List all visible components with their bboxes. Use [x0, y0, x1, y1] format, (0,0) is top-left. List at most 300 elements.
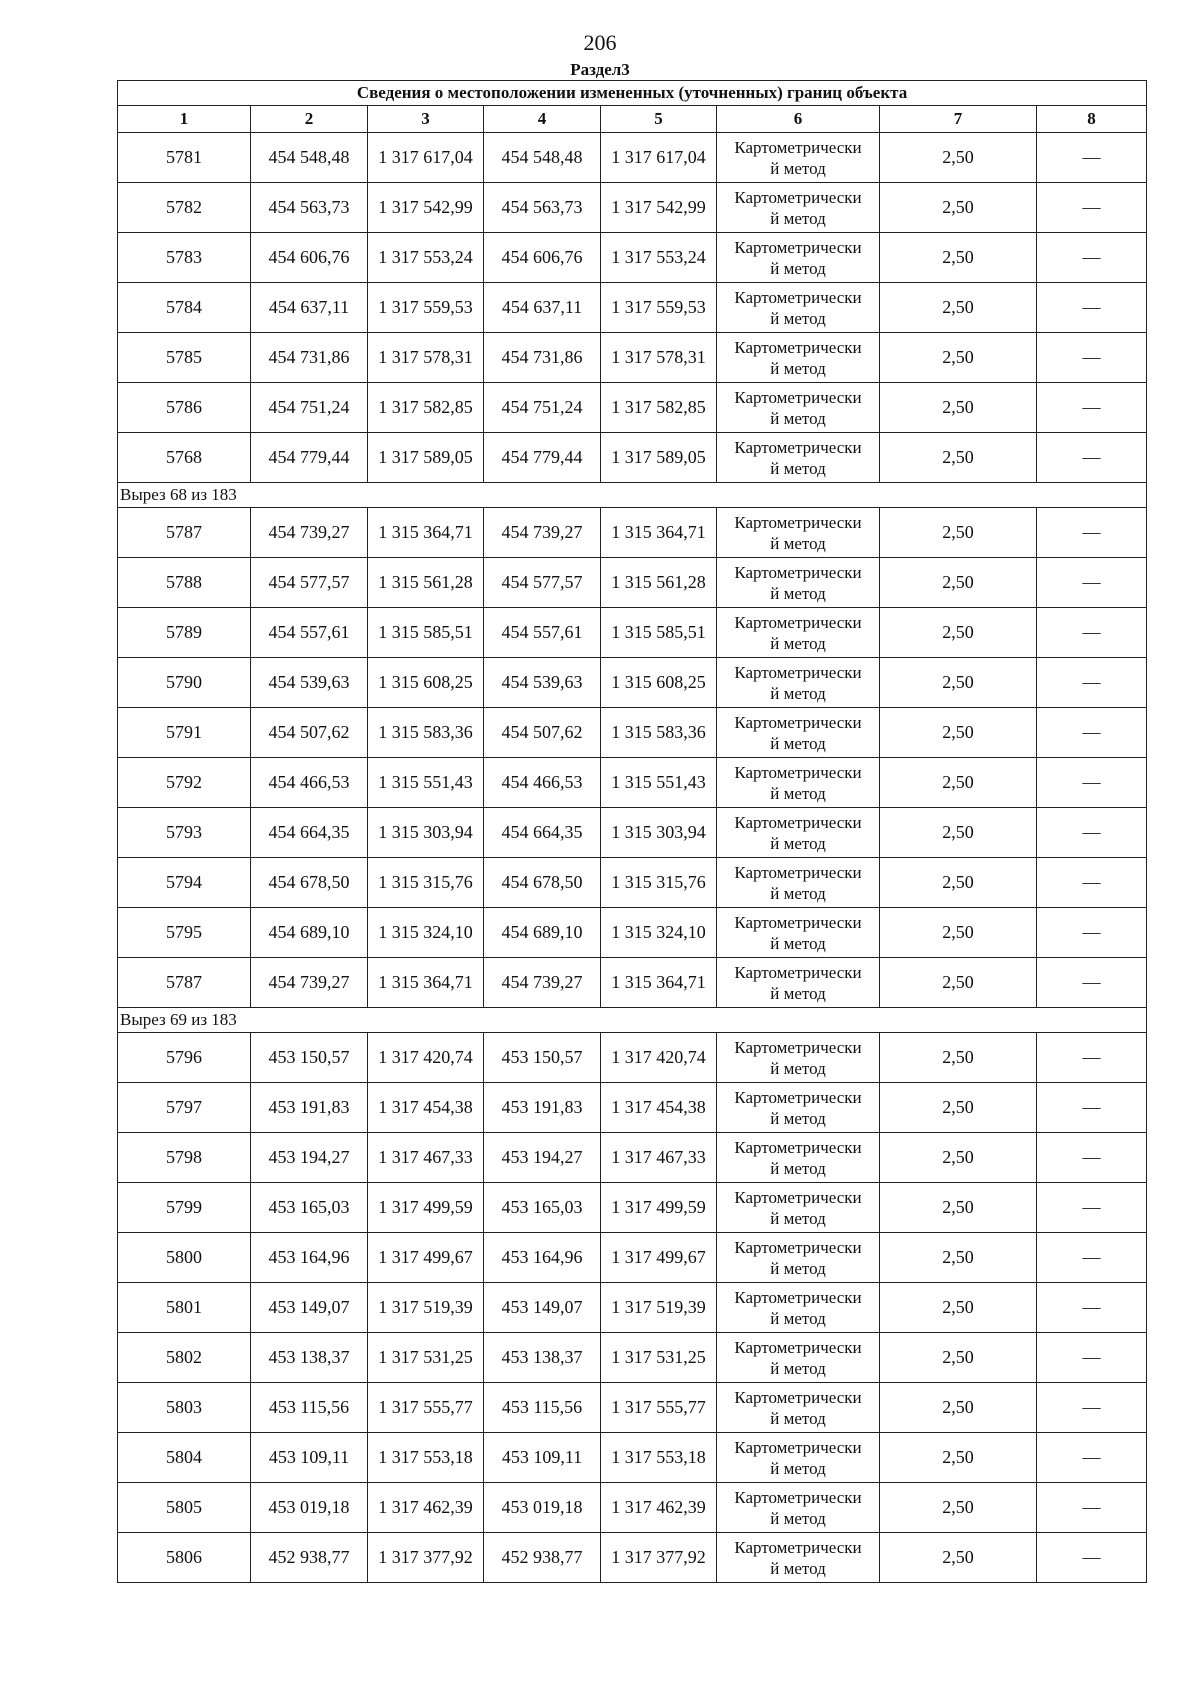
new-x-cell: 454 751,24: [484, 383, 601, 433]
column-number-row: [118, 106, 1147, 133]
existing-y-cell: 1 315 561,28: [368, 558, 484, 608]
method-cell: [717, 333, 880, 383]
table-row: [118, 433, 1147, 483]
point-number-cell: 5790: [118, 658, 251, 708]
existing-x-cell: 454 664,35: [251, 808, 368, 858]
table-row: [118, 333, 1147, 383]
method-cell: [717, 1083, 880, 1133]
method-line: й метод: [770, 1208, 826, 1228]
description-cell: —: [1037, 333, 1147, 383]
method-cell: [717, 1283, 880, 1333]
accuracy-cell: 2,50: [880, 658, 1037, 708]
new-x-cell: 454 606,76: [484, 233, 601, 283]
description-cell: —: [1037, 1433, 1147, 1483]
new-y-cell: 1 315 608,25: [601, 658, 717, 708]
method-cell: [717, 1433, 880, 1483]
method-line: й метод: [770, 1308, 826, 1328]
method-line: Картометрически: [734, 237, 862, 257]
new-y-cell: 1 317 377,92: [601, 1533, 717, 1583]
method-line: Картометрически: [734, 1087, 862, 1107]
existing-x-cell: 452 938,77: [251, 1533, 368, 1583]
method-cell: [717, 958, 880, 1008]
new-x-cell: 453 138,37: [484, 1333, 601, 1383]
accuracy-cell: 2,50: [880, 233, 1037, 283]
accuracy-cell: 2,50: [880, 1033, 1037, 1083]
new-x-cell: 454 731,86: [484, 333, 601, 383]
existing-y-cell: 1 317 467,33: [368, 1133, 484, 1183]
existing-y-cell: 1 315 364,71: [368, 508, 484, 558]
existing-x-cell: 453 165,03: [251, 1183, 368, 1233]
existing-x-cell: 454 779,44: [251, 433, 368, 483]
accuracy-cell: 2,50: [880, 558, 1037, 608]
existing-x-cell: 454 606,76: [251, 233, 368, 283]
description-cell: —: [1037, 1033, 1147, 1083]
description-cell: —: [1037, 858, 1147, 908]
new-y-cell: 1 317 467,33: [601, 1133, 717, 1183]
table-row: [118, 1433, 1147, 1483]
description-cell: —: [1037, 958, 1147, 1008]
point-number-cell: 5805: [118, 1483, 251, 1533]
accuracy-cell: 2,50: [880, 383, 1037, 433]
table-row: [118, 758, 1147, 808]
description-cell: —: [1037, 1183, 1147, 1233]
table-row: [118, 283, 1147, 333]
new-y-cell: 1 317 582,85: [601, 383, 717, 433]
method-line: й метод: [770, 1558, 826, 1578]
existing-y-cell: 1 315 324,10: [368, 908, 484, 958]
method-line: Картометрически: [734, 437, 862, 457]
column-header: 8: [1037, 106, 1147, 133]
table-row: [118, 958, 1147, 1008]
method-line: й метод: [770, 408, 826, 428]
accuracy-cell: 2,50: [880, 433, 1037, 483]
method-line: й метод: [770, 1508, 826, 1528]
method-line: Картометрически: [734, 1287, 862, 1307]
new-x-cell: 454 563,73: [484, 183, 601, 233]
new-x-cell: 453 165,03: [484, 1183, 601, 1233]
new-y-cell: 1 317 454,38: [601, 1083, 717, 1133]
new-y-cell: 1 315 324,10: [601, 908, 717, 958]
existing-x-cell: 454 751,24: [251, 383, 368, 433]
method-cell: [717, 433, 880, 483]
description-cell: —: [1037, 558, 1147, 608]
existing-x-cell: 453 194,27: [251, 1133, 368, 1183]
description-cell: —: [1037, 1083, 1147, 1133]
point-number-cell: 5792: [118, 758, 251, 808]
point-number-cell: 5795: [118, 908, 251, 958]
new-x-cell: 453 194,27: [484, 1133, 601, 1183]
new-y-cell: 1 317 531,25: [601, 1333, 717, 1383]
accuracy-cell: 2,50: [880, 1333, 1037, 1383]
point-number-cell: 5806: [118, 1533, 251, 1583]
existing-y-cell: 1 317 542,99: [368, 183, 484, 233]
method-cell: [717, 283, 880, 333]
method-line: Картометрически: [734, 862, 862, 882]
existing-x-cell: 454 557,61: [251, 608, 368, 658]
new-x-cell: 453 019,18: [484, 1483, 601, 1533]
method-line: Картометрически: [734, 1487, 862, 1507]
new-x-cell: 453 149,07: [484, 1283, 601, 1333]
new-x-cell: 452 938,77: [484, 1533, 601, 1583]
new-x-cell: 454 557,61: [484, 608, 601, 658]
method-cell: [717, 1183, 880, 1233]
point-number-cell: 5794: [118, 858, 251, 908]
table-title: Сведения о местоположении измененных (уточненных) границ объекта: [118, 81, 1147, 106]
table-row: [118, 183, 1147, 233]
existing-x-cell: 453 019,18: [251, 1483, 368, 1533]
existing-x-cell: 453 109,11: [251, 1433, 368, 1483]
new-y-cell: 1 317 519,39: [601, 1283, 717, 1333]
table-caption-row: [118, 81, 1147, 106]
new-x-cell: 453 109,11: [484, 1433, 601, 1483]
column-header: 7: [880, 106, 1037, 133]
existing-y-cell: 1 317 617,04: [368, 133, 484, 183]
point-number-cell: 5797: [118, 1083, 251, 1133]
new-y-cell: 1 315 551,43: [601, 758, 717, 808]
accuracy-cell: 2,50: [880, 1283, 1037, 1333]
new-y-cell: 1 317 589,05: [601, 433, 717, 483]
existing-y-cell: 1 315 585,51: [368, 608, 484, 658]
new-x-cell: 454 637,11: [484, 283, 601, 333]
method-line: й метод: [770, 833, 826, 853]
point-number-cell: 5800: [118, 1233, 251, 1283]
method-line: Картометрически: [734, 1537, 862, 1557]
existing-y-cell: 1 317 578,31: [368, 333, 484, 383]
column-header: 2: [251, 106, 368, 133]
existing-y-cell: 1 317 553,24: [368, 233, 484, 283]
existing-x-cell: 453 149,07: [251, 1283, 368, 1333]
new-y-cell: 1 315 364,71: [601, 508, 717, 558]
method-line: й метод: [770, 933, 826, 953]
table-row: [118, 1033, 1147, 1083]
method-line: Картометрически: [734, 612, 862, 632]
method-cell: [717, 808, 880, 858]
method-cell: [717, 858, 880, 908]
description-cell: —: [1037, 183, 1147, 233]
existing-y-cell: 1 315 315,76: [368, 858, 484, 908]
description-cell: —: [1037, 758, 1147, 808]
method-cell: [717, 383, 880, 433]
method-cell: [717, 758, 880, 808]
existing-y-cell: 1 317 531,25: [368, 1333, 484, 1383]
point-number-cell: 5791: [118, 708, 251, 758]
method-line: Картометрически: [734, 1137, 862, 1157]
method-line: Картометрически: [734, 337, 862, 357]
point-number-cell: 5804: [118, 1433, 251, 1483]
table-row: [118, 1483, 1147, 1533]
point-number-cell: 5801: [118, 1283, 251, 1333]
method-cell: [717, 233, 880, 283]
table-row: [118, 133, 1147, 183]
method-line: Картометрически: [734, 1187, 862, 1207]
accuracy-cell: 2,50: [880, 133, 1037, 183]
method-line: й метод: [770, 1458, 826, 1478]
description-cell: —: [1037, 1233, 1147, 1283]
accuracy-cell: 2,50: [880, 1383, 1037, 1433]
new-x-cell: 454 779,44: [484, 433, 601, 483]
new-x-cell: 454 689,10: [484, 908, 601, 958]
method-line: й метод: [770, 633, 826, 653]
accuracy-cell: 2,50: [880, 908, 1037, 958]
table-row: [118, 658, 1147, 708]
accuracy-cell: 2,50: [880, 508, 1037, 558]
method-line: й метод: [770, 1058, 826, 1078]
new-y-cell: 1 315 315,76: [601, 858, 717, 908]
page-number: 206: [583, 30, 617, 55]
existing-y-cell: 1 317 553,18: [368, 1433, 484, 1483]
existing-x-cell: 454 466,53: [251, 758, 368, 808]
new-y-cell: 1 315 303,94: [601, 808, 717, 858]
existing-y-cell: 1 317 462,39: [368, 1483, 484, 1533]
method-line: Картометрически: [734, 187, 862, 207]
point-number-cell: 5768: [118, 433, 251, 483]
cutout-group-title: Вырез 69 из 183: [118, 1008, 1147, 1033]
table-row: [118, 1383, 1147, 1433]
existing-x-cell: 453 115,56: [251, 1383, 368, 1433]
description-cell: —: [1037, 908, 1147, 958]
existing-x-cell: 454 548,48: [251, 133, 368, 183]
method-line: Картометрически: [734, 1037, 862, 1057]
existing-y-cell: 1 315 303,94: [368, 808, 484, 858]
existing-y-cell: 1 315 551,43: [368, 758, 484, 808]
point-number-cell: 5781: [118, 133, 251, 183]
point-number-cell: 5786: [118, 383, 251, 433]
existing-x-cell: 454 539,63: [251, 658, 368, 708]
new-y-cell: 1 317 559,53: [601, 283, 717, 333]
method-line: Картометрически: [734, 812, 862, 832]
description-cell: —: [1037, 808, 1147, 858]
method-cell: [717, 708, 880, 758]
table-body: [118, 81, 1147, 1583]
new-y-cell: 1 317 499,67: [601, 1233, 717, 1283]
method-line: й метод: [770, 683, 826, 703]
description-cell: —: [1037, 1533, 1147, 1583]
existing-y-cell: 1 317 555,77: [368, 1383, 484, 1433]
existing-y-cell: 1 317 582,85: [368, 383, 484, 433]
new-x-cell: 453 164,96: [484, 1233, 601, 1283]
description-cell: —: [1037, 233, 1147, 283]
point-number-cell: 5787: [118, 508, 251, 558]
new-y-cell: 1 315 585,51: [601, 608, 717, 658]
table-row: [118, 808, 1147, 858]
method-cell: [717, 1133, 880, 1183]
point-number-cell: 5799: [118, 1183, 251, 1233]
table-row: [118, 1233, 1147, 1283]
accuracy-cell: 2,50: [880, 758, 1037, 808]
method-line: й метод: [770, 458, 826, 478]
new-y-cell: 1 317 553,24: [601, 233, 717, 283]
accuracy-cell: 2,50: [880, 1433, 1037, 1483]
point-number-cell: 5783: [118, 233, 251, 283]
method-cell: [717, 1383, 880, 1433]
method-line: й метод: [770, 533, 826, 553]
new-x-cell: 454 577,57: [484, 558, 601, 608]
column-header: 4: [484, 106, 601, 133]
method-cell: [717, 1333, 880, 1383]
table-row: [118, 1533, 1147, 1583]
point-number-cell: 5785: [118, 333, 251, 383]
description-cell: —: [1037, 1333, 1147, 1383]
method-cell: [717, 183, 880, 233]
description-cell: —: [1037, 708, 1147, 758]
method-line: Картометрически: [734, 1437, 862, 1457]
point-number-cell: 5784: [118, 283, 251, 333]
existing-y-cell: 1 317 499,67: [368, 1233, 484, 1283]
accuracy-cell: 2,50: [880, 183, 1037, 233]
new-y-cell: 1 317 553,18: [601, 1433, 717, 1483]
column-header: 6: [717, 106, 880, 133]
method-line: й метод: [770, 783, 826, 803]
method-line: й метод: [770, 1258, 826, 1278]
new-x-cell: 454 664,35: [484, 808, 601, 858]
boundary-coordinates-table: [117, 80, 1147, 1583]
existing-x-cell: 454 731,86: [251, 333, 368, 383]
cutout-group-row: [118, 483, 1147, 508]
accuracy-cell: 2,50: [880, 1133, 1037, 1183]
method-line: й метод: [770, 258, 826, 278]
method-line: й метод: [770, 1108, 826, 1128]
method-cell: [717, 608, 880, 658]
existing-x-cell: 453 150,57: [251, 1033, 368, 1083]
section-title: Раздел3: [570, 60, 630, 79]
table-row: [118, 608, 1147, 658]
method-line: Картометрически: [734, 387, 862, 407]
table-row: [118, 708, 1147, 758]
cutout-group-row: [118, 1008, 1147, 1033]
description-cell: —: [1037, 508, 1147, 558]
existing-x-cell: 454 577,57: [251, 558, 368, 608]
existing-y-cell: 1 317 519,39: [368, 1283, 484, 1333]
table-row: [118, 558, 1147, 608]
accuracy-cell: 2,50: [880, 808, 1037, 858]
method-cell: [717, 1233, 880, 1283]
table-row: [118, 1083, 1147, 1133]
method-line: Картометрически: [734, 287, 862, 307]
table-row: [118, 1283, 1147, 1333]
method-line: й метод: [770, 883, 826, 903]
description-cell: —: [1037, 433, 1147, 483]
description-cell: —: [1037, 383, 1147, 433]
column-header: 1: [118, 106, 251, 133]
description-cell: —: [1037, 133, 1147, 183]
new-x-cell: 454 466,53: [484, 758, 601, 808]
description-cell: —: [1037, 608, 1147, 658]
new-x-cell: 454 539,63: [484, 658, 601, 708]
table-row: [118, 233, 1147, 283]
existing-y-cell: 1 317 377,92: [368, 1533, 484, 1583]
existing-x-cell: 454 637,11: [251, 283, 368, 333]
method-line: й метод: [770, 1158, 826, 1178]
table-row: [118, 858, 1147, 908]
method-line: й метод: [770, 583, 826, 603]
accuracy-cell: 2,50: [880, 1083, 1037, 1133]
table-row: [118, 1133, 1147, 1183]
table-row: [118, 1333, 1147, 1383]
new-x-cell: 453 150,57: [484, 1033, 601, 1083]
method-cell: [717, 558, 880, 608]
point-number-cell: 5803: [118, 1383, 251, 1433]
method-line: й метод: [770, 208, 826, 228]
cutout-group-title: Вырез 68 из 183: [118, 483, 1147, 508]
existing-y-cell: 1 317 499,59: [368, 1183, 484, 1233]
accuracy-cell: 2,50: [880, 858, 1037, 908]
point-number-cell: 5788: [118, 558, 251, 608]
method-line: Картометрически: [734, 762, 862, 782]
method-cell: [717, 508, 880, 558]
existing-y-cell: 1 317 559,53: [368, 283, 484, 333]
existing-x-cell: 454 739,27: [251, 958, 368, 1008]
accuracy-cell: 2,50: [880, 708, 1037, 758]
method-line: й метод: [770, 1408, 826, 1428]
accuracy-cell: 2,50: [880, 1233, 1037, 1283]
existing-y-cell: 1 317 454,38: [368, 1083, 484, 1133]
new-x-cell: 454 507,62: [484, 708, 601, 758]
existing-y-cell: 1 315 364,71: [368, 958, 484, 1008]
point-number-cell: 5793: [118, 808, 251, 858]
new-y-cell: 1 315 583,36: [601, 708, 717, 758]
table-row: [118, 508, 1147, 558]
method-line: Картометрически: [734, 1237, 862, 1257]
description-cell: —: [1037, 658, 1147, 708]
method-cell: [717, 658, 880, 708]
method-line: Картометрически: [734, 562, 862, 582]
method-line: Картометрически: [734, 712, 862, 732]
method-line: Картометрически: [734, 512, 862, 532]
method-line: й метод: [770, 733, 826, 753]
accuracy-cell: 2,50: [880, 1183, 1037, 1233]
method-cell: [717, 1483, 880, 1533]
new-x-cell: 454 678,50: [484, 858, 601, 908]
existing-y-cell: 1 317 420,74: [368, 1033, 484, 1083]
table-row: [118, 1183, 1147, 1233]
column-header: 3: [368, 106, 484, 133]
new-y-cell: 1 317 617,04: [601, 133, 717, 183]
description-cell: —: [1037, 1383, 1147, 1433]
method-cell: [717, 133, 880, 183]
new-x-cell: 453 115,56: [484, 1383, 601, 1433]
column-header: 5: [601, 106, 717, 133]
existing-x-cell: 453 191,83: [251, 1083, 368, 1133]
new-y-cell: 1 317 542,99: [601, 183, 717, 233]
existing-x-cell: 453 164,96: [251, 1233, 368, 1283]
method-cell: [717, 908, 880, 958]
point-number-cell: 5787: [118, 958, 251, 1008]
description-cell: —: [1037, 1483, 1147, 1533]
point-number-cell: 5782: [118, 183, 251, 233]
existing-x-cell: 454 739,27: [251, 508, 368, 558]
method-cell: [717, 1033, 880, 1083]
existing-x-cell: 453 138,37: [251, 1333, 368, 1383]
accuracy-cell: 2,50: [880, 608, 1037, 658]
method-line: й метод: [770, 983, 826, 1003]
method-line: Картометрически: [734, 137, 862, 157]
point-number-cell: 5796: [118, 1033, 251, 1083]
method-line: й метод: [770, 358, 826, 378]
new-y-cell: 1 317 499,59: [601, 1183, 717, 1233]
new-x-cell: 453 191,83: [484, 1083, 601, 1133]
existing-y-cell: 1 317 589,05: [368, 433, 484, 483]
accuracy-cell: 2,50: [880, 1483, 1037, 1533]
method-line: й метод: [770, 158, 826, 178]
accuracy-cell: 2,50: [880, 283, 1037, 333]
existing-x-cell: 454 507,62: [251, 708, 368, 758]
point-number-cell: 5798: [118, 1133, 251, 1183]
new-x-cell: 454 548,48: [484, 133, 601, 183]
method-line: Картометрически: [734, 1337, 862, 1357]
method-line: й метод: [770, 1358, 826, 1378]
new-x-cell: 454 739,27: [484, 958, 601, 1008]
point-number-cell: 5802: [118, 1333, 251, 1383]
